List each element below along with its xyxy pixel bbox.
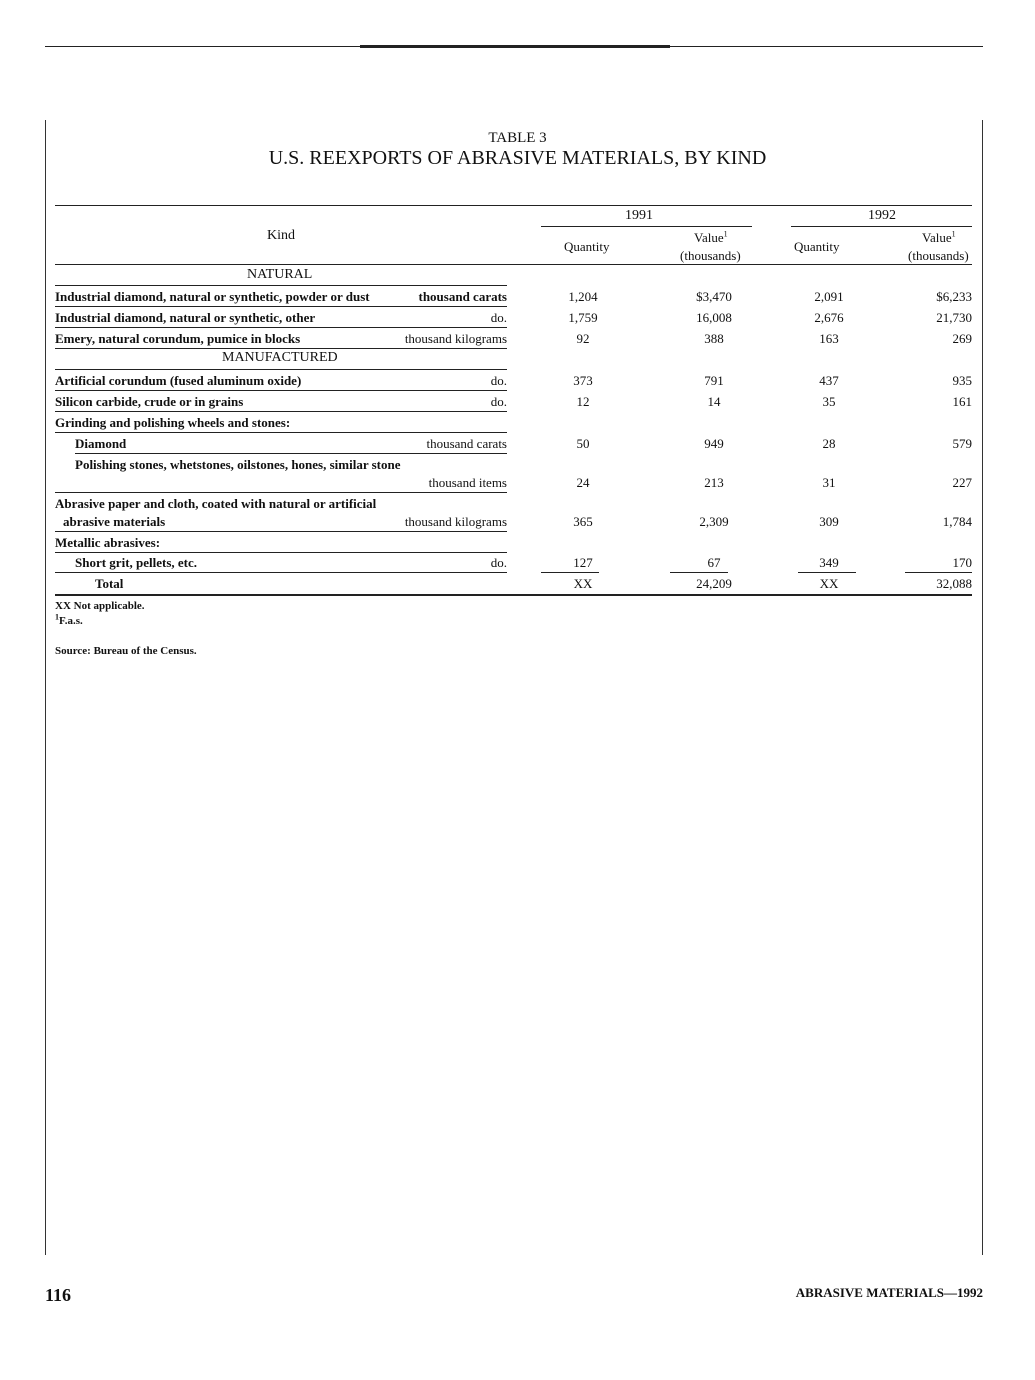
- total-v1991: 24,209: [696, 576, 732, 591]
- column-value-1992: Value$^1$: [922, 229, 956, 245]
- row-kind: Diamond: [75, 436, 127, 451]
- row-q1991: 50: [576, 436, 590, 451]
- row-v1991: 16,008: [696, 310, 732, 325]
- note-fas: $^1$F.a.s.: [55, 612, 83, 627]
- table-bottom-rule: [55, 594, 972, 596]
- row-rule: [55, 390, 507, 391]
- section-rule: [55, 369, 507, 370]
- column-quantity-1992: Quantity: [794, 239, 840, 254]
- total-rule: [670, 572, 728, 573]
- column-kind: Kind: [267, 228, 295, 243]
- row-v1991: 67: [707, 555, 721, 570]
- column-quantity-1991: Quantity: [564, 239, 610, 254]
- row-rule: [55, 327, 507, 328]
- right-margin-line: [982, 120, 983, 1255]
- total-q1991: XX: [573, 576, 593, 591]
- row-q1991: 1,204: [568, 289, 598, 304]
- row-subheading: Grinding and polishing wheels and stones:: [55, 415, 291, 430]
- row-unit: thousand carats: [426, 436, 507, 451]
- table-label: TABLE 3: [488, 130, 547, 146]
- running-title: ABRASIVE MATERIALS—1992: [795, 1285, 983, 1300]
- column-value-1991: Value$^1$: [694, 229, 728, 245]
- total-rule: [55, 572, 507, 573]
- row-unit: thousand carats: [418, 289, 507, 304]
- row-rule: [55, 492, 507, 493]
- section-rule: [55, 285, 507, 286]
- row-q1992: 437: [819, 373, 839, 388]
- row-v1991: 213: [704, 475, 724, 490]
- header-top-rule: [55, 205, 972, 206]
- row-q1992: 309: [819, 514, 839, 529]
- row-rule: [55, 411, 507, 412]
- row-rule: [55, 552, 507, 553]
- row-v1991: 2,309: [699, 514, 729, 529]
- row-kind: Abrasive paper and cloth, coated with natural or artificial: [55, 496, 377, 511]
- source-note: Source: Bureau of the Census.: [55, 645, 197, 657]
- row-q1991: 12: [576, 394, 590, 409]
- row-v1992: 269: [952, 331, 972, 346]
- row-v1991: $3,470: [696, 289, 732, 304]
- year-1991: 1991: [625, 208, 653, 223]
- row-rule: [55, 306, 507, 307]
- row-unit: do.: [490, 555, 507, 570]
- row-q1992: 31: [822, 475, 836, 490]
- row-kind: Silicon carbide, crude or in grains: [55, 394, 244, 409]
- row-v1992: 935: [952, 373, 972, 388]
- row-q1991: 92: [576, 331, 590, 346]
- row-rule: [55, 432, 507, 433]
- row-rule: [55, 348, 507, 349]
- row-q1991: 365: [573, 514, 593, 529]
- page-number: 116: [45, 1285, 72, 1305]
- total-rule: [798, 572, 856, 573]
- row-kind: Industrial diamond, natural or synthetic, powder or dust: [55, 289, 370, 304]
- total-rule: [541, 572, 599, 573]
- row-unit: do.: [490, 373, 507, 388]
- row-v1992: 579: [952, 436, 972, 451]
- row-q1991: 1,759: [568, 310, 598, 325]
- row-unit: thousand items: [428, 475, 507, 490]
- year-1992: 1992: [868, 208, 896, 223]
- row-q1992: 349: [819, 555, 839, 570]
- year-1991-rule: [541, 226, 752, 227]
- row-v1991: 949: [704, 436, 724, 451]
- row-kind: Artificial corundum (fused aluminum oxide): [55, 373, 302, 388]
- column-thousands-1991: (thousands): [680, 248, 741, 263]
- total-rule: [905, 572, 972, 573]
- left-margin-line: [45, 120, 46, 1255]
- row-v1992: 227: [952, 475, 972, 490]
- top-rule-accent: [360, 45, 670, 48]
- row-subheading: Metallic abrasives:: [55, 535, 161, 550]
- row-q1992: 35: [822, 394, 836, 409]
- row-q1992: 28: [822, 436, 836, 451]
- total-v1992: 32,088: [936, 576, 972, 591]
- row-q1992: 163: [819, 331, 839, 346]
- row-v1992: $6,233: [936, 289, 972, 304]
- row-v1992: 170: [952, 555, 972, 570]
- header-bottom-rule: [55, 264, 972, 265]
- row-kind: Emery, natural corundum, pumice in blocks: [55, 331, 301, 346]
- note-not-applicable: XX Not applicable.: [55, 600, 145, 612]
- row-rule: [55, 531, 507, 532]
- row-v1992: 1,784: [942, 514, 972, 529]
- row-rule: [75, 453, 507, 454]
- year-1992-rule: [791, 226, 972, 227]
- total-q1992: XX: [819, 576, 839, 591]
- row-kind: Polishing stones, whetstones, oilstones, hones, similar stone: [75, 457, 401, 472]
- row-q1992: 2,091: [814, 289, 844, 304]
- row-unit: do.: [490, 394, 507, 409]
- table-title: U.S. REEXPORTS OF ABRASIVE MATERIALS, BY KIND: [268, 147, 767, 169]
- row-q1991: 127: [573, 555, 593, 570]
- row-q1991: 373: [573, 373, 593, 388]
- row-v1991: 388: [704, 331, 724, 346]
- row-v1991: 14: [707, 394, 721, 409]
- row-kind: Short grit, pellets, etc.: [75, 555, 198, 570]
- row-q1992: 2,676: [814, 310, 844, 325]
- total-label: Total: [95, 576, 124, 591]
- row-unit: thousand kilograms: [404, 331, 507, 346]
- column-thousands-1992: (thousands): [908, 248, 969, 263]
- row-v1992: 21,730: [936, 310, 972, 325]
- row-kind-continued: abrasive materials: [63, 514, 166, 529]
- row-unit: do.: [490, 310, 507, 325]
- section-natural: NATURAL: [247, 267, 313, 282]
- row-unit: thousand kilograms: [404, 514, 507, 529]
- section-manufactured: MANUFACTURED: [222, 350, 338, 365]
- row-v1992: 161: [952, 394, 972, 409]
- row-q1991: 24: [576, 475, 590, 490]
- row-v1991: 791: [704, 373, 724, 388]
- row-kind: Industrial diamond, natural or synthetic, other: [55, 310, 316, 325]
